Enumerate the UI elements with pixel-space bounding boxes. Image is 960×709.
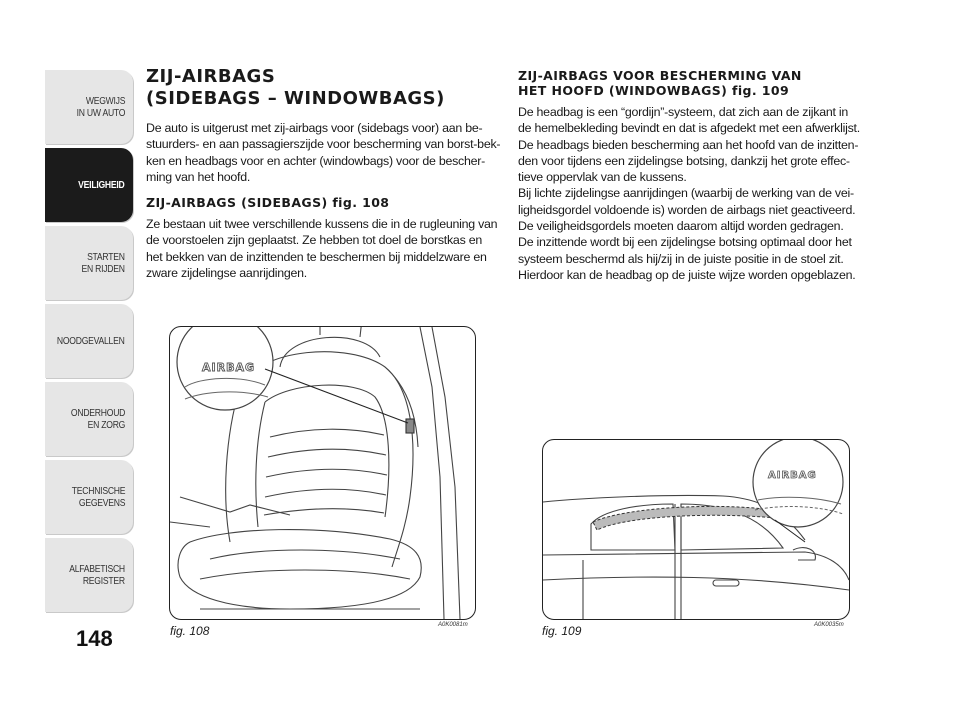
figure-108-code: A0K0081m xyxy=(438,622,468,628)
tab-noodgevallen[interactable] xyxy=(45,304,133,378)
text-line: de hemelbekleding bevindt en dat is afgedekt met een afwerklijst. xyxy=(518,121,860,136)
title-line: ZIJ-AIRBAGS xyxy=(146,66,276,87)
tab-label: NOODGEVALLEN xyxy=(57,335,125,347)
text-line: Ze bestaan uit twee verschillende kussens die in de rugleuning van xyxy=(146,217,498,232)
tab-label: TECHNISCHE GEGEVENS xyxy=(71,485,125,509)
figure-109-code: A0K0035m xyxy=(814,622,844,628)
text-line: den voor tijdens een zijdelingse botsing, dankzij het grote effec- xyxy=(518,153,850,168)
car-drawing xyxy=(543,440,849,619)
figure-109-car-illustration xyxy=(542,439,850,620)
tab-starten[interactable] xyxy=(45,226,133,300)
windowbags-paragraph xyxy=(518,104,868,283)
text-line: tieve oppervlak van de kussens. xyxy=(518,170,687,185)
text-line: ken en headbags voor en achter (windowbags) voor de bescher- xyxy=(146,153,486,168)
tab-onderhoud[interactable] xyxy=(45,382,133,456)
text-line: De inzittende wordt bij een zijdelingse botsing optimaal door het xyxy=(518,235,852,250)
subheading-sidebags: ZIJ-AIRBAGS (SIDEBAGS) fig. 108 xyxy=(146,195,390,211)
text-line: De auto is uitgerust met zij-airbags voor (sidebags voor) aan be- xyxy=(146,121,483,135)
tab-technische[interactable] xyxy=(45,460,133,534)
airbag-label: AIRBAG xyxy=(202,361,256,374)
heading-line: HET HOOFD (WINDOWBAGS) fig. 109 xyxy=(518,83,790,98)
text-line: het bekken van de inzittenden te beschermen bij middelzware en xyxy=(146,249,487,264)
heading-line: ZIJ-AIRBAGS VOOR BESCHERMING VAN xyxy=(518,68,802,83)
intro-paragraph xyxy=(146,120,501,185)
text-line: zware zijdelingse aanrijdingen. xyxy=(146,266,307,281)
tab-alfabetisch[interactable] xyxy=(45,538,133,612)
tab-veiligheid[interactable] xyxy=(45,148,133,222)
figure-109-caption: fig. 109 xyxy=(542,624,582,638)
figure-108-seat-illustration xyxy=(169,326,476,620)
text-line: ligheidsgordel voldoende is) worden de airbags niet geactiveerd. xyxy=(518,202,856,217)
seat-drawing xyxy=(170,327,475,619)
text-line: stuurders- en aan passagierszijde voor bescherming van borst-bek- xyxy=(146,137,501,152)
text-line: ming van het hoofd. xyxy=(146,169,251,184)
tab-label: STARTEN EN RIJDEN xyxy=(81,251,125,275)
text-line: De headbags bieden bescherming aan het hoofd van de inzitten- xyxy=(518,137,859,152)
tab-label: ALFABETISCH REGISTER xyxy=(69,563,125,587)
text-line: de voorstoelen zijn geplaatst. Ze hebben tot doel de borstkas en xyxy=(146,233,482,248)
left-column xyxy=(146,66,501,291)
subheading-windowbags xyxy=(518,68,868,98)
figure-108-caption: fig. 108 xyxy=(170,624,210,638)
page-number: 148 xyxy=(76,626,113,651)
airbag-label: AIRBAG xyxy=(768,470,817,481)
text-line: De veiligheidsgordels moeten daarom altijd worden gedragen. xyxy=(518,219,844,234)
text-line: De headbag is een “gordijn”-systeem, dat zich aan de zijkant in xyxy=(518,105,849,119)
tab-wegwijs[interactable] xyxy=(45,70,133,144)
tab-label: WEGWIJS IN UW AUTO xyxy=(76,95,125,119)
text-line: systeem beschermd als hij/zij in de juiste positie in de stoel zit. xyxy=(518,251,844,266)
sidebags-paragraph xyxy=(146,216,496,281)
tab-label: VEILIGHEID xyxy=(78,179,125,191)
text-line: Bij lichte zijdelingse aanrijdingen (waarbij de werking van de vei- xyxy=(518,186,854,201)
section-title xyxy=(146,66,496,110)
title-line: (SIDEBAGS – WINDOWBAGS) xyxy=(146,88,445,109)
right-column xyxy=(518,68,868,293)
text-line: Hierdoor kan de headbag op de juiste wijze worden opgeblazen. xyxy=(518,267,856,282)
tab-label: ONDERHOUD EN ZORG xyxy=(70,407,125,431)
